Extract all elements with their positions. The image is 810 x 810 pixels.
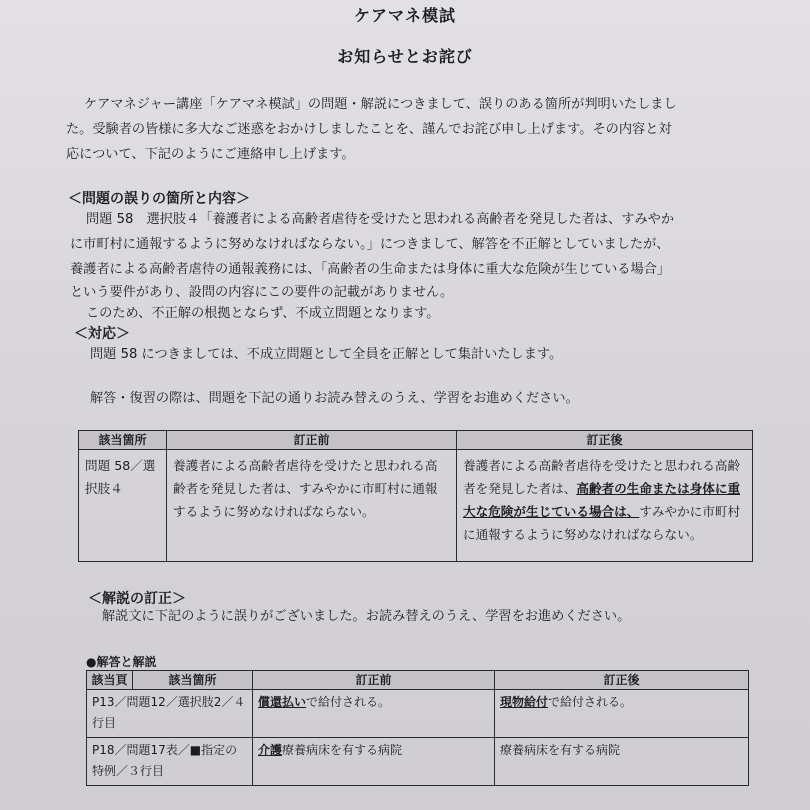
table2-row2-after-rest: 療養病床を有する病院 — [500, 743, 621, 757]
error-line-3: 養護者による高齢者虐待の通報義務には、「高齢者の生命または身体に重大な危険が生じている場合」 — [70, 262, 671, 277]
table1-after-pre: 養護者による高齢者虐待を受けたと思われる高齢者を発見した者は、 — [463, 458, 741, 496]
error-line-2: に市町村に通報するように努めなければならない。」につきまして、解答を不正解としていましたが、 — [70, 237, 670, 252]
table2-row1-before-rest: で給付される。 — [306, 695, 391, 709]
error-line-1: 問題 58 選択肢４「養護者による高齢者虐待を受けたと思われる高齢者を発見した者は、すみやか — [86, 212, 675, 227]
error-line-5: このため、不正解の根拠とならず、不成立問題となります。 — [86, 306, 440, 321]
table2-row2-location: P18／問題17表／■指定の特例／３行目 — [87, 738, 253, 786]
table1-location-cell: 問題 58／選択肢４ — [79, 450, 167, 562]
table1-after-emphasis: 高齢者の生命または身体に重大な危険が生じている場合は、 — [463, 481, 741, 519]
correction-table-explanation — [86, 670, 749, 786]
error-section-heading: ＜問題の誤りの箇所と内容＞ — [68, 191, 250, 207]
table2-row1-before-emphasis: 償還払い — [258, 695, 307, 709]
table1-before-cell: 養護者による高齢者虐待を受けたと思われる高齢者を発見した者は、すみやかに市町村に通報するように努めなければならない。 — [167, 450, 457, 562]
intro-line-2: た。受験者の皆様に多大なご迷惑をおかけしましたことを、謹んでお詫び申し上げます。その内容と対 — [66, 122, 672, 137]
table1-header-after: 訂正後 — [457, 431, 753, 450]
table2-header-location: 該当箇所 — [133, 671, 253, 690]
table1-header-location: 該当箇所 — [79, 431, 167, 450]
table1-after-cell — [457, 450, 753, 562]
table2-row1-after-emphasis: 現物給付 — [500, 695, 549, 709]
table-row — [87, 738, 749, 786]
table1-header-before: 訂正前 — [167, 431, 457, 450]
intro-line-1: ケアマネジャー講座「ケアマネ模試」の問題・解説につきまして、誤りのある箇所が判明いたしまし — [84, 97, 677, 112]
response-line-1: 問題 58 につきましては、不成立問題として全員を正解として集計いたします。 — [90, 347, 563, 362]
correction-table-question — [78, 430, 753, 562]
table2-row2-after — [495, 738, 749, 786]
table2-row1-after — [495, 690, 749, 738]
table1-after-post: すみやかに市町村に通報するように努めなければならない。 — [463, 504, 741, 542]
table2-row2-before — [253, 738, 495, 786]
table2-row1-location: P13／問題12／選択肢2／４行目 — [87, 690, 253, 738]
response-line-2: 解答・復習の際は、問題を下記の通りお読み替えのうえ、学習をお進めください。 — [90, 391, 579, 406]
notice-title: お知らせとお詫び — [337, 47, 473, 66]
error-line-4: という要件があり、設問の内容にこの要件の記載がありません。 — [70, 285, 454, 300]
table2-header-before: 訂正前 — [253, 671, 495, 690]
table-row — [87, 690, 749, 738]
explanation-line: 解説文に下記のように誤りがございました。お読み替えのうえ、学習をお進めください。 — [102, 609, 631, 624]
table2-row2-before-rest: 療養病床を有する病院 — [282, 743, 403, 757]
table2-header-page: 該当頁 — [87, 671, 133, 690]
response-section-heading: ＜対応＞ — [74, 326, 130, 342]
table2-row2-before-emphasis: 介護 — [258, 743, 283, 757]
table2-row1-after-rest: で給付される。 — [548, 695, 633, 709]
table2-row1-before — [253, 690, 495, 738]
document-title: ケアマネ模試 — [353, 6, 456, 25]
explanation-section-heading: ＜解説の訂正＞ — [88, 591, 186, 607]
table2-header-after: 訂正後 — [495, 671, 749, 690]
table2-caption: ●解答と解説 — [86, 655, 157, 669]
intro-line-3: 応について、下記のようにご連絡申し上げます。 — [66, 147, 355, 162]
